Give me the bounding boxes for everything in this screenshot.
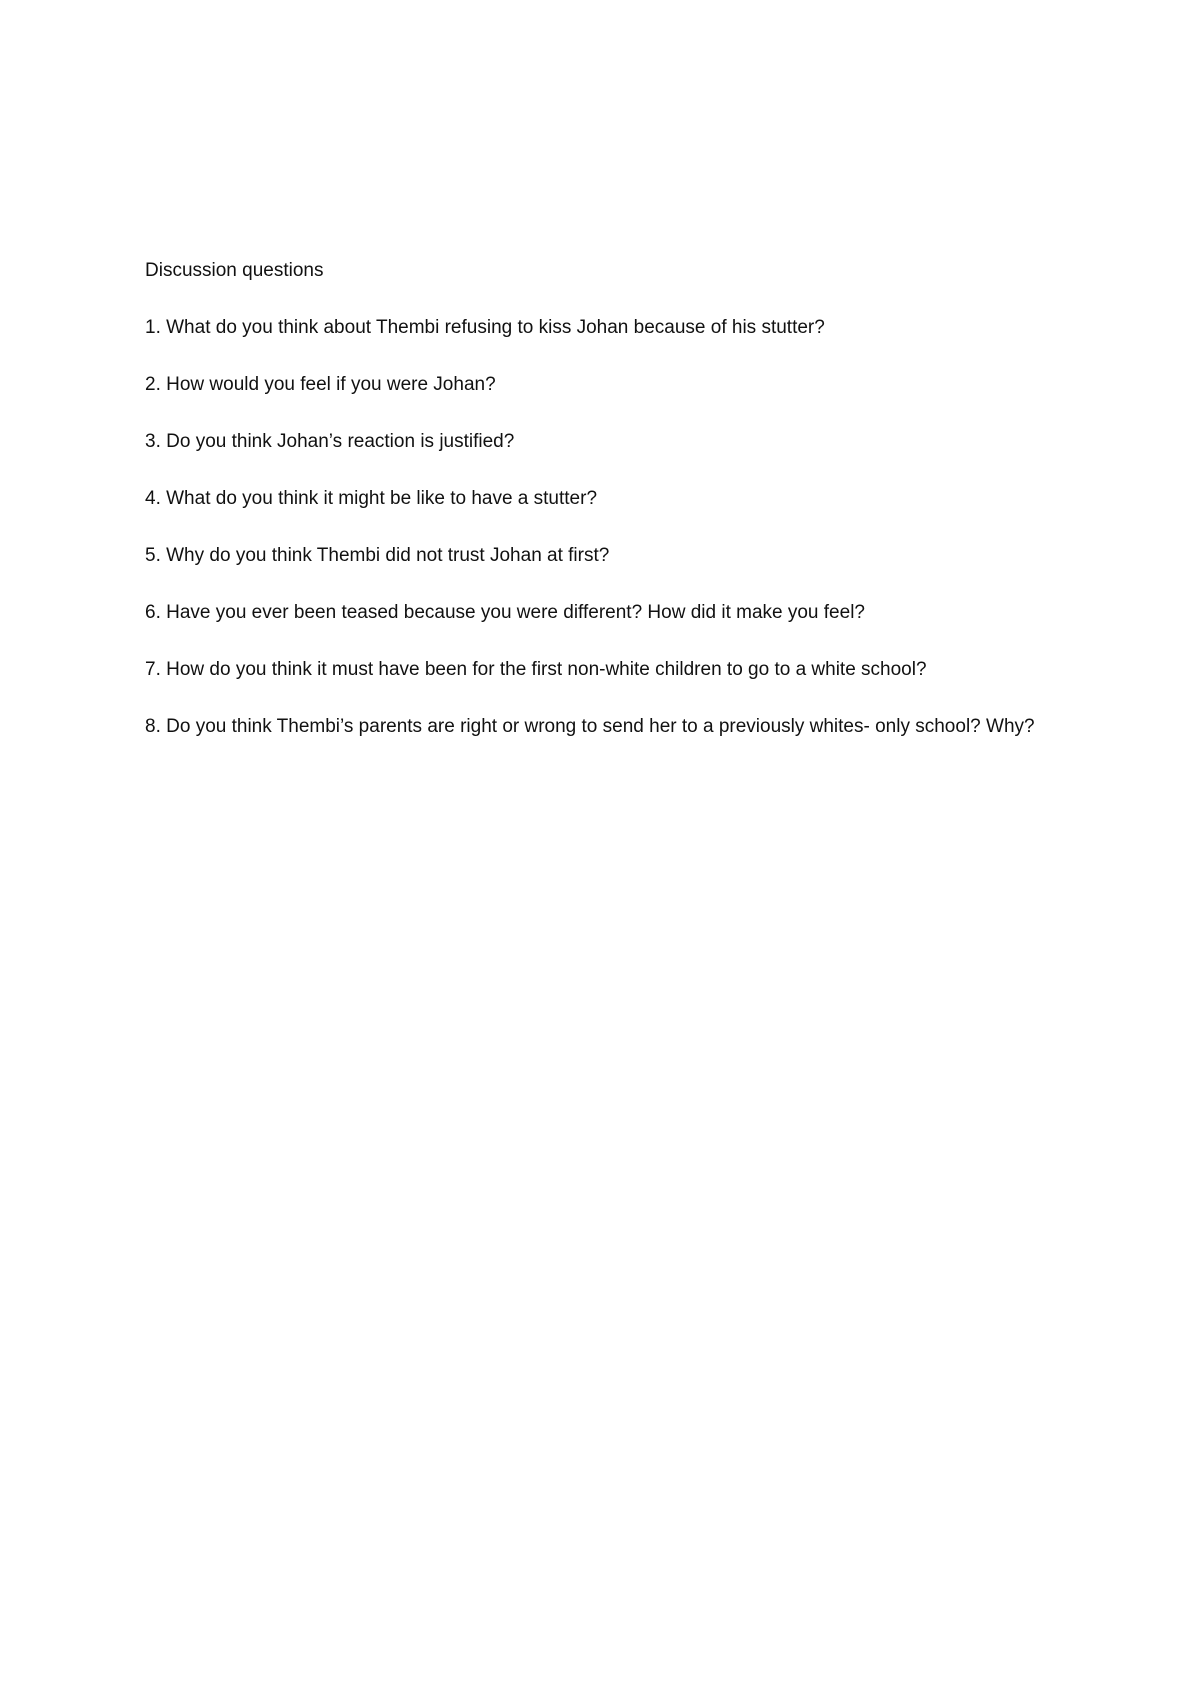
- question-item: 1. What do you think about Thembi refusing to kiss Johan because of his stutter?: [145, 317, 825, 338]
- question-item: 2. How would you feel if you were Johan?: [145, 374, 496, 395]
- document-heading: Discussion questions: [145, 260, 324, 281]
- question-item: 7. How do you think it must have been for the first non-white children to go to a white school?: [145, 659, 927, 680]
- question-item: 4. What do you think it might be like to have a stutter?: [145, 488, 598, 509]
- question-list: [145, 316, 1105, 747]
- question-item: 8. Do you think Thembi’s parents are right or wrong to send her to a previously whites- only school? Why?: [145, 716, 1035, 737]
- question-item: 3. Do you think Johan’s reaction is justified?: [145, 431, 515, 452]
- question-item: 5. Why do you think Thembi did not trust Johan at first?: [145, 545, 610, 566]
- question-item: 6. Have you ever been teased because you were different? How did it make you feel?: [145, 602, 865, 623]
- document-content: [145, 259, 1105, 780]
